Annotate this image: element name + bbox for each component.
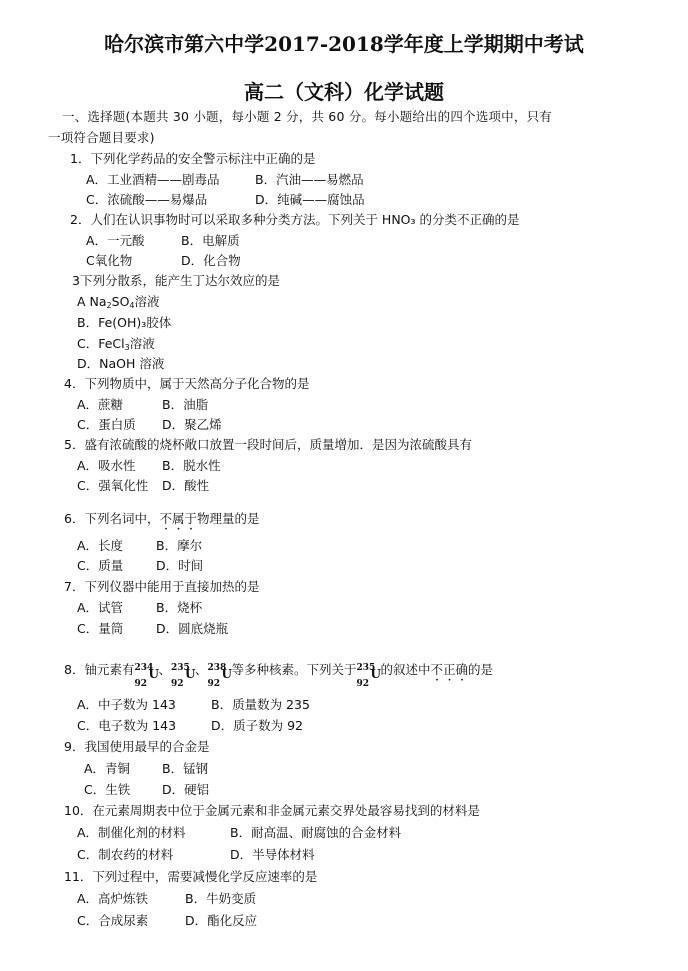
question-7-option-c: C．量筒 bbox=[77, 621, 124, 636]
question-9-option-c: C．生铁 bbox=[84, 782, 131, 797]
isotope-u238: 238 92 U bbox=[207, 662, 232, 689]
question-11-option-c: C．合成尿素 bbox=[77, 913, 149, 928]
question-6-option-a: A．长度 bbox=[77, 538, 124, 553]
question-4-option-d: D．聚乙烯 bbox=[162, 417, 222, 432]
question-5-option-b: B．脱水性 bbox=[162, 458, 221, 473]
question-7-option-d: D．圆底烧瓶 bbox=[156, 621, 229, 636]
question-8-option-b: B．质量数为 235 bbox=[211, 697, 310, 712]
question-1-option-c: C．浓硫酸——易爆品 bbox=[86, 192, 208, 207]
question-6-option-c: C．质量 bbox=[77, 558, 124, 573]
question-3-option-c: C．FeCl$_3$溶液 bbox=[77, 336, 155, 352]
question-8-option-d: D．质子数为 92 bbox=[211, 718, 304, 733]
question-2-stem: 2．人们在认识事物时可以采取多种分类方法。下列关于 HNO₃ 的分类不正确的是 bbox=[70, 212, 520, 227]
question-4-stem: 4．下列物质中，属于天然高分子化合物的是 bbox=[64, 376, 310, 391]
question-7-stem: 7．下列仪器中能用于直接加热的是 bbox=[64, 579, 260, 594]
question-10-stem: 10．在元素周期表中位于金属元素和非金属元素交界处最容易找到的材料是 bbox=[64, 803, 480, 818]
question-8-option-c: C．电子数为 143 bbox=[77, 718, 177, 733]
question-10-option-d: D．半导体材料 bbox=[230, 847, 315, 862]
question-5-option-a: A．吸水性 bbox=[77, 458, 136, 473]
question-2-option-b: B．电解质 bbox=[181, 233, 240, 248]
isotope-u235-ref: 235 92 U bbox=[356, 662, 381, 689]
question-9-option-d: D．硬铝 bbox=[162, 782, 210, 797]
question-9-option-a: A．青铜 bbox=[84, 761, 131, 776]
question-9-option-b: B．锰钢 bbox=[162, 761, 209, 776]
question-3-stem: 3下列分散系，能产生丁达尔效应的是 bbox=[72, 273, 280, 288]
isotope-u234: 234 92 U bbox=[134, 662, 159, 689]
question-4-option-a: A．蔗糖 bbox=[77, 397, 124, 412]
exam-title: 哈尔滨市第六中学2017-2018学年度上学期期中考试 bbox=[104, 32, 584, 56]
section-instructions-cont: 一项符合题目要求) bbox=[48, 130, 155, 145]
question-7-option-a: A．试管 bbox=[77, 600, 124, 615]
question-2-option-d: D．化合物 bbox=[181, 253, 241, 268]
question-10-option-b: B．耐高温、耐腐蚀的合金材料 bbox=[230, 825, 402, 840]
question-10-option-c: C．制农药的材料 bbox=[77, 847, 174, 862]
section-instructions: 一、选择题(本题共 30 小题，每小题 2 分，共 60 分。每小题给出的四个选项中，只有 bbox=[62, 109, 552, 124]
question-5-option-d: D．酸性 bbox=[162, 478, 210, 493]
question-7-option-b: B．烧杯 bbox=[156, 600, 203, 615]
question-5-stem: 5．盛有浓硫酸的烧杯敞口放置一段时间后，质量增加．是因为浓硫酸具有 bbox=[64, 437, 472, 452]
question-11-option-a: A．高炉炼铁 bbox=[77, 891, 149, 906]
question-6-option-b: B．摩尔 bbox=[156, 538, 203, 553]
question-9-stem: 9．我国使用最早的合金是 bbox=[64, 739, 210, 754]
question-3-option-b: B．Fe(OH)₃胶体 bbox=[77, 315, 172, 330]
question-6-option-d: D．时间 bbox=[156, 558, 204, 573]
exam-subtitle: 高二（文科）化学试题 bbox=[244, 80, 444, 104]
isotope-u235: 235 92 U bbox=[170, 662, 196, 689]
question-3-option-d: D．NaOH 溶液 bbox=[77, 356, 165, 371]
question-4-option-b: B．油脂 bbox=[162, 397, 209, 412]
question-2-option-c: C氧化物 bbox=[86, 253, 133, 268]
question-5-option-c: C．强氧化性 bbox=[77, 478, 149, 493]
question-11-option-b: B．牛奶变质 bbox=[185, 891, 257, 906]
question-11-stem: 11．下列过程中，需要减慢化学反应速率的是 bbox=[64, 869, 318, 884]
question-1-option-a: A．工业酒精——剧毒品 bbox=[86, 172, 220, 187]
question-2-option-a: A．一元酸 bbox=[86, 233, 145, 248]
question-8-option-a: A．中子数为 143 bbox=[77, 697, 176, 712]
question-1-option-d: D．纯碱——腐蚀品 bbox=[255, 192, 365, 207]
question-3-option-a: A $Na_2SO_4$溶液 bbox=[77, 294, 160, 310]
question-1-option-b: B．汽油——易燃品 bbox=[255, 172, 364, 187]
question-4-option-c: C．蛋白质 bbox=[77, 417, 136, 432]
question-11-option-d: D．酯化反应 bbox=[185, 913, 258, 928]
question-6-stem: 6．下列名词中，不属于物理量的是 bbox=[64, 511, 260, 526]
question-8-stem: 8．铀元素有 234 92 U 、 235 92 U 、 238 92 U 等多种核素。下列关于 235 92 U 的叙述中不正确的是 bbox=[64, 656, 493, 684]
question-10-option-a: A．制催化剂的材料 bbox=[77, 825, 186, 840]
question-1-stem: 1．下列化学药品的安全警示标注中正确的是 bbox=[70, 151, 316, 166]
